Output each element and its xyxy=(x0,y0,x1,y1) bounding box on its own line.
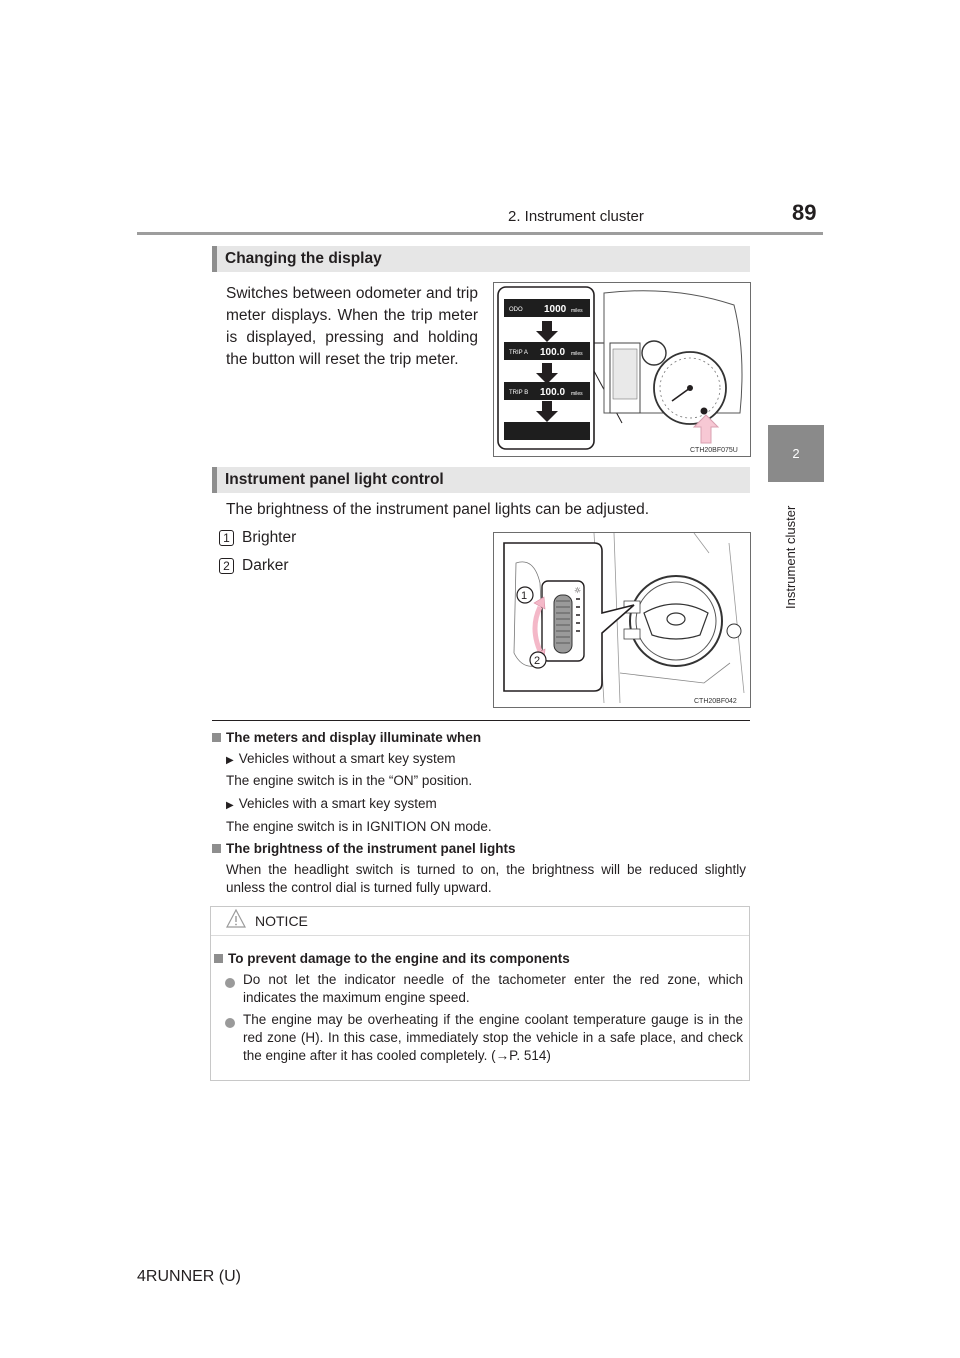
trip-b-unit: miles xyxy=(571,391,583,397)
brightness-symbol-icon: ☼ xyxy=(574,586,582,595)
section-title-panel-light: Instrument panel light control xyxy=(212,467,750,493)
odo-label: ODO xyxy=(509,307,523,313)
circle-bullet-icon xyxy=(225,978,235,988)
odo-value: 1000 xyxy=(544,304,567,315)
note-condition-2 xyxy=(226,795,437,815)
note-brightness-heading xyxy=(212,841,516,856)
section-divider xyxy=(212,720,750,721)
chapter-tab: 2 xyxy=(768,425,824,482)
figure-code-2: CTH20BF042 xyxy=(694,698,737,705)
panel-light-text: The brightness of the instrument panel lights can be adjusted. xyxy=(226,501,650,518)
notice-title: To prevent damage to the engine and its components xyxy=(228,951,570,966)
notice-bullet-2: The engine may be overheating if the engine coolant temperature gauge is in the red zone (H). In this case, immediately stop the vehicle in a safe place, and check the engine after it has cooled completely. (→P. 514) xyxy=(243,1012,743,1063)
panel-light-illustration xyxy=(494,533,750,707)
trip-b-value: 100.0 xyxy=(540,387,566,398)
figure-callout-1: 1 xyxy=(521,590,528,602)
brighter-label: Brighter xyxy=(242,529,297,546)
callout-number-2: 2 xyxy=(219,558,234,574)
trip-a-label: TRIP A xyxy=(509,350,528,356)
note-brightness-text: When the headlight switch is turned to on, the brightness will be reduced slightly unless the control dial is turned fully upward. xyxy=(226,862,746,895)
display-modes-illustration xyxy=(494,283,750,456)
light-control-dial-icon xyxy=(554,595,572,653)
square-bullet-icon xyxy=(212,733,221,742)
notice-bullet-1: Do not let the indicator needle of the tachometer enter the red zone, which indicates the maximum engine speed. xyxy=(243,972,743,1005)
trip-a-value: 100.0 xyxy=(540,347,566,358)
notice-header-rule xyxy=(211,935,749,936)
notice-bullet-1-dot xyxy=(225,975,235,993)
figure-panel-light-dial xyxy=(493,532,751,708)
note-brightness-title: The brightness of the instrument panel lights xyxy=(226,841,516,856)
section-title-changing-display: Changing the display xyxy=(212,246,750,272)
odo-unit: miles xyxy=(571,308,583,314)
triangle-bullet-icon: ▶ xyxy=(226,800,234,811)
note-condition-1 xyxy=(226,750,456,770)
notice-heading xyxy=(214,951,570,966)
warning-triangle-icon xyxy=(225,908,247,930)
trip-a-unit: miles xyxy=(571,351,583,357)
odo-trip-button-icon xyxy=(701,408,708,415)
chapter-label-text: Instrument cluster xyxy=(783,505,798,609)
note-condition-2-detail: The engine switch is in IGNITION ON mode. xyxy=(226,819,492,834)
notice-label: NOTICE xyxy=(255,913,308,929)
square-bullet-icon xyxy=(212,844,221,853)
header-rule xyxy=(137,232,823,235)
notice-bullet-2-dot xyxy=(225,1015,235,1033)
square-bullet-icon xyxy=(214,954,223,963)
condition-2-text: Vehicles with a smart key system xyxy=(238,796,437,811)
running-header-section: 2. Instrument cluster xyxy=(508,208,644,225)
circle-bullet-icon xyxy=(225,1018,235,1028)
chapter-label xyxy=(739,489,849,609)
condition-1-text: Vehicles without a smart key system xyxy=(238,751,456,766)
page-number: 89 xyxy=(792,200,817,225)
note-illuminate-heading xyxy=(212,730,481,745)
note-condition-1-detail: The engine switch is in the “ON” position. xyxy=(226,773,473,788)
figure-code: CTH20BF075U xyxy=(690,447,738,454)
callout-number-1: 1 xyxy=(219,530,234,546)
figure-display-modes xyxy=(493,282,751,457)
trip-b-label: TRIP B xyxy=(509,390,529,396)
darker-label: Darker xyxy=(242,557,289,574)
triangle-bullet-icon: ▶ xyxy=(226,755,234,766)
changing-display-text: Switches between odometer and trip meter displays. When the trip meter is displayed, pressing and holding the button will reset the trip meter. xyxy=(226,285,478,368)
footer-model: 4RUNNER (U) xyxy=(137,1268,241,1285)
note-illuminate-title: The meters and display illuminate when xyxy=(226,730,482,745)
figure-callout-2: 2 xyxy=(534,655,541,667)
